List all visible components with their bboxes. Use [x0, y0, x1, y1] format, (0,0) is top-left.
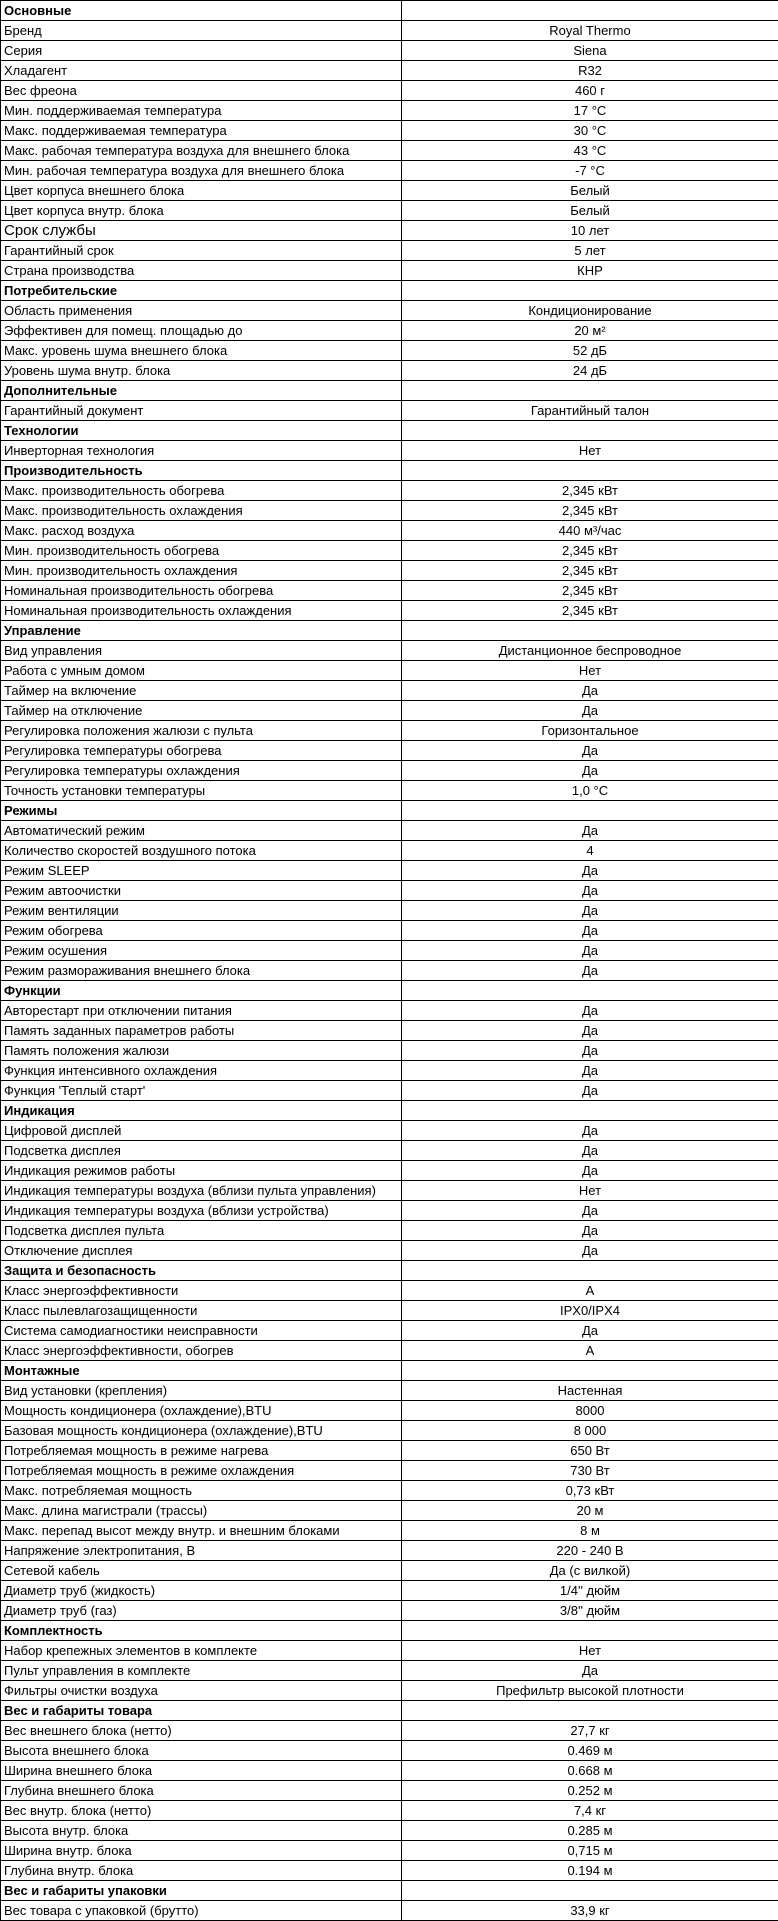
spec-label: Макс. поддерживаемая температура	[1, 121, 402, 141]
spec-value: 0.668 м	[402, 1761, 778, 1781]
spec-value: Да	[402, 1061, 778, 1081]
spec-value: Да	[402, 881, 778, 901]
spec-value: 8 м	[402, 1521, 778, 1541]
spec-value: Да	[402, 1241, 778, 1261]
spec-label: Память заданных параметров работы	[1, 1021, 402, 1041]
spec-row	[1, 1761, 778, 1781]
spec-row	[1, 921, 778, 941]
spec-row	[1, 1561, 778, 1581]
spec-label: Индикация температуры воздуха (вблизи пульта управления)	[1, 1181, 402, 1201]
spec-row	[1, 1861, 778, 1881]
spec-value: КНР	[402, 261, 778, 281]
spec-label: Вес товара с упаковкой (брутто)	[1, 1901, 402, 1921]
spec-value: 730 Вт	[402, 1461, 778, 1481]
spec-value: Да	[402, 901, 778, 921]
spec-row	[1, 761, 778, 781]
spec-value: 0.285 м	[402, 1821, 778, 1841]
spec-row	[1, 1201, 778, 1221]
spec-label: Напряжение электропитания, В	[1, 1541, 402, 1561]
spec-label: Режим размораживания внешнего блока	[1, 961, 402, 981]
spec-row	[1, 1821, 778, 1841]
spec-label: Уровень шума внутр. блока	[1, 361, 402, 381]
section-title-empty-cell	[402, 381, 778, 401]
section-title: Вес и габариты товара	[1, 1701, 402, 1721]
spec-value: Горизонтальное	[402, 721, 778, 741]
spec-value: IPX0/IPX4	[402, 1301, 778, 1321]
spec-row	[1, 61, 778, 81]
spec-label: Память положения жалюзи	[1, 1041, 402, 1061]
section-header-row	[1, 1101, 778, 1121]
section-title: Вес и габариты упаковки	[1, 1881, 402, 1901]
section-title: Индикация	[1, 1101, 402, 1121]
section-title: Потребительские	[1, 281, 402, 301]
spec-row	[1, 1661, 778, 1681]
spec-value: 2,345 кВт	[402, 581, 778, 601]
spec-label: Цвет корпуса внешнего блока	[1, 181, 402, 201]
spec-label: Макс. производительность охлаждения	[1, 501, 402, 521]
spec-row	[1, 1181, 778, 1201]
spec-row	[1, 581, 778, 601]
spec-value: 2,345 кВт	[402, 481, 778, 501]
spec-label: Страна производства	[1, 261, 402, 281]
spec-value: A	[402, 1281, 778, 1301]
spec-label: Класс пылевлагозащищенности	[1, 1301, 402, 1321]
spec-label: Класс энергоэффективности	[1, 1281, 402, 1301]
spec-row	[1, 1341, 778, 1361]
spec-label: Работа с умным домом	[1, 661, 402, 681]
spec-row	[1, 1061, 778, 1081]
spec-row	[1, 561, 778, 581]
spec-label: Макс. длина магистрали (трассы)	[1, 1501, 402, 1521]
spec-value: Да (с вилкой)	[402, 1561, 778, 1581]
spec-label: Макс. потребляемая мощность	[1, 1481, 402, 1501]
section-title-empty-cell	[402, 421, 778, 441]
spec-value: R32	[402, 61, 778, 81]
spec-label: Макс. уровень шума внешнего блока	[1, 341, 402, 361]
spec-row	[1, 21, 778, 41]
spec-value: 0,73 кВт	[402, 1481, 778, 1501]
spec-value: Да	[402, 1201, 778, 1221]
spec-label: Глубина внешнего блока	[1, 1781, 402, 1801]
spec-value: Да	[402, 861, 778, 881]
spec-label: Эффективен для помещ. площадью до	[1, 321, 402, 341]
spec-label: Вес внешнего блока (нетто)	[1, 1721, 402, 1741]
section-title-empty-cell	[402, 1, 778, 21]
spec-label: Область применения	[1, 301, 402, 321]
spec-value: Нет	[402, 1181, 778, 1201]
spec-label: Номинальная производительность обогрева	[1, 581, 402, 601]
spec-label: Потребляемая мощность в режиме нагрева	[1, 1441, 402, 1461]
spec-row	[1, 1641, 778, 1661]
spec-value: Да	[402, 1021, 778, 1041]
spec-value: Да	[402, 1161, 778, 1181]
spec-row	[1, 341, 778, 361]
spec-label: Высота внутр. блока	[1, 1821, 402, 1841]
spec-label: Функция интенсивного охлаждения	[1, 1061, 402, 1081]
spec-label: Вес фреона	[1, 81, 402, 101]
section-header-row	[1, 1701, 778, 1721]
spec-value: 7,4 кг	[402, 1801, 778, 1821]
section-title: Защита и безопасность	[1, 1261, 402, 1281]
spec-row	[1, 1501, 778, 1521]
spec-row	[1, 121, 778, 141]
spec-label: Режим вентиляции	[1, 901, 402, 921]
spec-label: Режим автоочистки	[1, 881, 402, 901]
spec-row	[1, 1581, 778, 1601]
section-title: Режимы	[1, 801, 402, 821]
spec-row	[1, 1681, 778, 1701]
spec-value: Да	[402, 741, 778, 761]
spec-row	[1, 661, 778, 681]
section-header-row	[1, 621, 778, 641]
spec-label: Режим обогрева	[1, 921, 402, 941]
spec-label: Таймер на включение	[1, 681, 402, 701]
spec-value: Siena	[402, 41, 778, 61]
spec-label: Макс. перепад высот между внутр. и внешним блоками	[1, 1521, 402, 1541]
section-title: Управление	[1, 621, 402, 641]
section-title: Дополнительные	[1, 381, 402, 401]
spec-label: Регулировка температуры обогрева	[1, 741, 402, 761]
spec-value: 0.252 м	[402, 1781, 778, 1801]
spec-value: 2,345 кВт	[402, 601, 778, 621]
spec-value: 0.194 м	[402, 1861, 778, 1881]
spec-value: 460 г	[402, 81, 778, 101]
spec-label: Пульт управления в комплекте	[1, 1661, 402, 1681]
spec-row	[1, 1541, 778, 1561]
spec-value: Да	[402, 681, 778, 701]
spec-row	[1, 1161, 778, 1181]
spec-value: Да	[402, 1141, 778, 1161]
spec-label: Базовая мощность кондиционера (охлаждение),BTU	[1, 1421, 402, 1441]
spec-label: Авторестарт при отключении питания	[1, 1001, 402, 1021]
spec-row	[1, 1901, 778, 1921]
spec-value: 440 м³/час	[402, 521, 778, 541]
spec-value: Да	[402, 761, 778, 781]
spec-label: Диаметр труб (газ)	[1, 1601, 402, 1621]
section-title-empty-cell	[402, 1621, 778, 1641]
spec-row	[1, 541, 778, 561]
spec-label: Вид управления	[1, 641, 402, 661]
spec-label: Вид установки (крепления)	[1, 1381, 402, 1401]
spec-value: Нет	[402, 1641, 778, 1661]
spec-label: Ширина внутр. блока	[1, 1841, 402, 1861]
spec-row	[1, 361, 778, 381]
section-title: Технологии	[1, 421, 402, 441]
spec-value: 1,0 °C	[402, 781, 778, 801]
spec-label: Набор крепежных элементов в комплекте	[1, 1641, 402, 1661]
spec-row	[1, 201, 778, 221]
section-header-row	[1, 1621, 778, 1641]
spec-value: Да	[402, 1081, 778, 1101]
spec-label: Мин. производительность обогрева	[1, 541, 402, 561]
spec-value: Да	[402, 961, 778, 981]
section-title-empty-cell	[402, 1361, 778, 1381]
spec-label: Отключение дисплея	[1, 1241, 402, 1261]
spec-value: Нет	[402, 441, 778, 461]
section-title: Монтажные	[1, 1361, 402, 1381]
section-header-row	[1, 381, 778, 401]
spec-row	[1, 601, 778, 621]
spec-value: Префильтр высокой плотности	[402, 1681, 778, 1701]
spec-label: Вес внутр. блока (нетто)	[1, 1801, 402, 1821]
spec-value: Да	[402, 1001, 778, 1021]
spec-row	[1, 1281, 778, 1301]
spec-row	[1, 1001, 778, 1021]
section-title-empty-cell	[402, 801, 778, 821]
spec-row	[1, 681, 778, 701]
spec-label: Режим SLEEP	[1, 861, 402, 881]
section-title-empty-cell	[402, 981, 778, 1001]
section-header-row	[1, 1361, 778, 1381]
spec-value: 3/8'' дюйм	[402, 1601, 778, 1621]
spec-value: Да	[402, 1041, 778, 1061]
spec-value: 2,345 кВт	[402, 541, 778, 561]
spec-value: 24 дБ	[402, 361, 778, 381]
section-header-row	[1, 981, 778, 1001]
spec-label: Функция 'Теплый старт'	[1, 1081, 402, 1101]
spec-value: 220 - 240 В	[402, 1541, 778, 1561]
spec-value: Да	[402, 821, 778, 841]
spec-label: Класс энергоэффективности, обогрев	[1, 1341, 402, 1361]
spec-row	[1, 1321, 778, 1341]
spec-label: Регулировка положения жалюзи с пульта	[1, 721, 402, 741]
spec-row	[1, 1721, 778, 1741]
spec-row	[1, 101, 778, 121]
spec-value: 0.469 м	[402, 1741, 778, 1761]
spec-label: Серия	[1, 41, 402, 61]
spec-value: 0,715 м	[402, 1841, 778, 1861]
spec-value: 2,345 кВт	[402, 561, 778, 581]
spec-row	[1, 41, 778, 61]
spec-row	[1, 1441, 778, 1461]
spec-value: 8 000	[402, 1421, 778, 1441]
spec-value: Белый	[402, 201, 778, 221]
section-header-row	[1, 1, 778, 21]
spec-value: Гарантийный талон	[402, 401, 778, 421]
spec-label: Мин. поддерживаемая температура	[1, 101, 402, 121]
spec-row	[1, 1801, 778, 1821]
spec-row	[1, 301, 778, 321]
section-header-row	[1, 1881, 778, 1901]
spec-label: Индикация режимов работы	[1, 1161, 402, 1181]
section-header-row	[1, 1261, 778, 1281]
spec-value: Настенная	[402, 1381, 778, 1401]
spec-label: Срок службы	[1, 221, 402, 241]
spec-value: 43 °C	[402, 141, 778, 161]
spec-row	[1, 1121, 778, 1141]
spec-row	[1, 641, 778, 661]
spec-value: Нет	[402, 661, 778, 681]
section-title-empty-cell	[402, 281, 778, 301]
spec-label: Высота внешнего блока	[1, 1741, 402, 1761]
spec-label: Точность установки температуры	[1, 781, 402, 801]
spec-label: Гарантийный срок	[1, 241, 402, 261]
section-title: Функции	[1, 981, 402, 1001]
spec-label: Автоматический режим	[1, 821, 402, 841]
spec-value: Да	[402, 1321, 778, 1341]
spec-row	[1, 141, 778, 161]
spec-label: Инверторная технология	[1, 441, 402, 461]
spec-label: Количество скоростей воздушного потока	[1, 841, 402, 861]
spec-row	[1, 1081, 778, 1101]
section-title: Основные	[1, 1, 402, 21]
spec-label: Бренд	[1, 21, 402, 41]
spec-row	[1, 961, 778, 981]
section-header-row	[1, 281, 778, 301]
spec-row	[1, 701, 778, 721]
spec-label: Гарантийный документ	[1, 401, 402, 421]
spec-value: Да	[402, 1221, 778, 1241]
spec-value: Кондиционирование	[402, 301, 778, 321]
spec-row	[1, 1461, 778, 1481]
section-title-empty-cell	[402, 1881, 778, 1901]
spec-row	[1, 1841, 778, 1861]
spec-row	[1, 1221, 778, 1241]
spec-value: Да	[402, 1661, 778, 1681]
spec-row	[1, 1421, 778, 1441]
spec-value: 30 °C	[402, 121, 778, 141]
spec-value: 17 °C	[402, 101, 778, 121]
spec-value: 1/4'' дюйм	[402, 1581, 778, 1601]
spec-row	[1, 1401, 778, 1421]
spec-value: 4	[402, 841, 778, 861]
spec-row	[1, 781, 778, 801]
section-title-empty-cell	[402, 461, 778, 481]
spec-row	[1, 1241, 778, 1261]
spec-value: 8000	[402, 1401, 778, 1421]
spec-value: 650 Вт	[402, 1441, 778, 1461]
spec-row	[1, 1601, 778, 1621]
spec-label: Регулировка температуры охлаждения	[1, 761, 402, 781]
spec-row	[1, 181, 778, 201]
spec-label: Цвет корпуса внутр. блока	[1, 201, 402, 221]
spec-row	[1, 1741, 778, 1761]
spec-label: Мин. рабочая температура воздуха для внешнего блока	[1, 161, 402, 181]
spec-value: Да	[402, 921, 778, 941]
spec-value: Да	[402, 1121, 778, 1141]
spec-row	[1, 1521, 778, 1541]
spec-label: Подсветка дисплея пульта	[1, 1221, 402, 1241]
spec-value: Дистанционное беспроводное	[402, 641, 778, 661]
spec-row	[1, 441, 778, 461]
spec-row	[1, 481, 778, 501]
spec-value: 52 дБ	[402, 341, 778, 361]
spec-value: 33,9 кг	[402, 1901, 778, 1921]
spec-value: Да	[402, 941, 778, 961]
spec-row	[1, 1041, 778, 1061]
section-title: Производительность	[1, 461, 402, 481]
spec-label: Диаметр труб (жидкость)	[1, 1581, 402, 1601]
spec-row	[1, 741, 778, 761]
spec-row	[1, 521, 778, 541]
spec-label: Таймер на отключение	[1, 701, 402, 721]
spec-row	[1, 501, 778, 521]
spec-label: Потребляемая мощность в режиме охлаждения	[1, 1461, 402, 1481]
spec-value: 27,7 кг	[402, 1721, 778, 1741]
spec-label: Мин. производительность охлаждения	[1, 561, 402, 581]
spec-value: Да	[402, 701, 778, 721]
spec-label: Хладагент	[1, 61, 402, 81]
spec-label: Номинальная производительность охлаждения	[1, 601, 402, 621]
spec-value: A	[402, 1341, 778, 1361]
spec-row	[1, 161, 778, 181]
spec-value: -7 °C	[402, 161, 778, 181]
spec-value: 20 м²	[402, 321, 778, 341]
section-title-empty-cell	[402, 1101, 778, 1121]
spec-label: Подсветка дисплея	[1, 1141, 402, 1161]
section-title-empty-cell	[402, 1261, 778, 1281]
section-header-row	[1, 461, 778, 481]
spec-value: 5 лет	[402, 241, 778, 261]
spec-label: Система самодиагностики неисправности	[1, 1321, 402, 1341]
spec-row	[1, 841, 778, 861]
spec-row	[1, 1781, 778, 1801]
spec-row	[1, 901, 778, 921]
spec-label: Мощность кондиционера (охлаждение),BTU	[1, 1401, 402, 1421]
spec-row	[1, 1381, 778, 1401]
spec-row	[1, 861, 778, 881]
spec-row	[1, 221, 778, 241]
spec-row	[1, 881, 778, 901]
spec-row	[1, 81, 778, 101]
section-header-row	[1, 421, 778, 441]
spec-value: Белый	[402, 181, 778, 201]
spec-row	[1, 1021, 778, 1041]
specifications-body	[1, 1, 778, 1921]
spec-row	[1, 1141, 778, 1161]
spec-label: Глубина внутр. блока	[1, 1861, 402, 1881]
section-title-empty-cell	[402, 1701, 778, 1721]
section-title-empty-cell	[402, 621, 778, 641]
spec-row	[1, 721, 778, 741]
spec-value: 10 лет	[402, 221, 778, 241]
section-title: Комплектность	[1, 1621, 402, 1641]
spec-row	[1, 261, 778, 281]
spec-label: Макс. производительность обогрева	[1, 481, 402, 501]
spec-value: Royal Thermo	[402, 21, 778, 41]
spec-label: Макс. расход воздуха	[1, 521, 402, 541]
spec-row	[1, 401, 778, 421]
spec-value: 20 м	[402, 1501, 778, 1521]
spec-label: Индикация температуры воздуха (вблизи устройства)	[1, 1201, 402, 1221]
spec-label: Фильтры очистки воздуха	[1, 1681, 402, 1701]
spec-row	[1, 1301, 778, 1321]
spec-row	[1, 321, 778, 341]
spec-row	[1, 1481, 778, 1501]
spec-label: Цифровой дисплей	[1, 1121, 402, 1141]
spec-label: Ширина внешнего блока	[1, 1761, 402, 1781]
spec-label: Сетевой кабель	[1, 1561, 402, 1581]
spec-row	[1, 241, 778, 261]
spec-value: 2,345 кВт	[402, 501, 778, 521]
section-header-row	[1, 801, 778, 821]
spec-row	[1, 941, 778, 961]
spec-label: Режим осушения	[1, 941, 402, 961]
spec-label: Макс. рабочая температура воздуха для внешнего блока	[1, 141, 402, 161]
spec-row	[1, 821, 778, 841]
